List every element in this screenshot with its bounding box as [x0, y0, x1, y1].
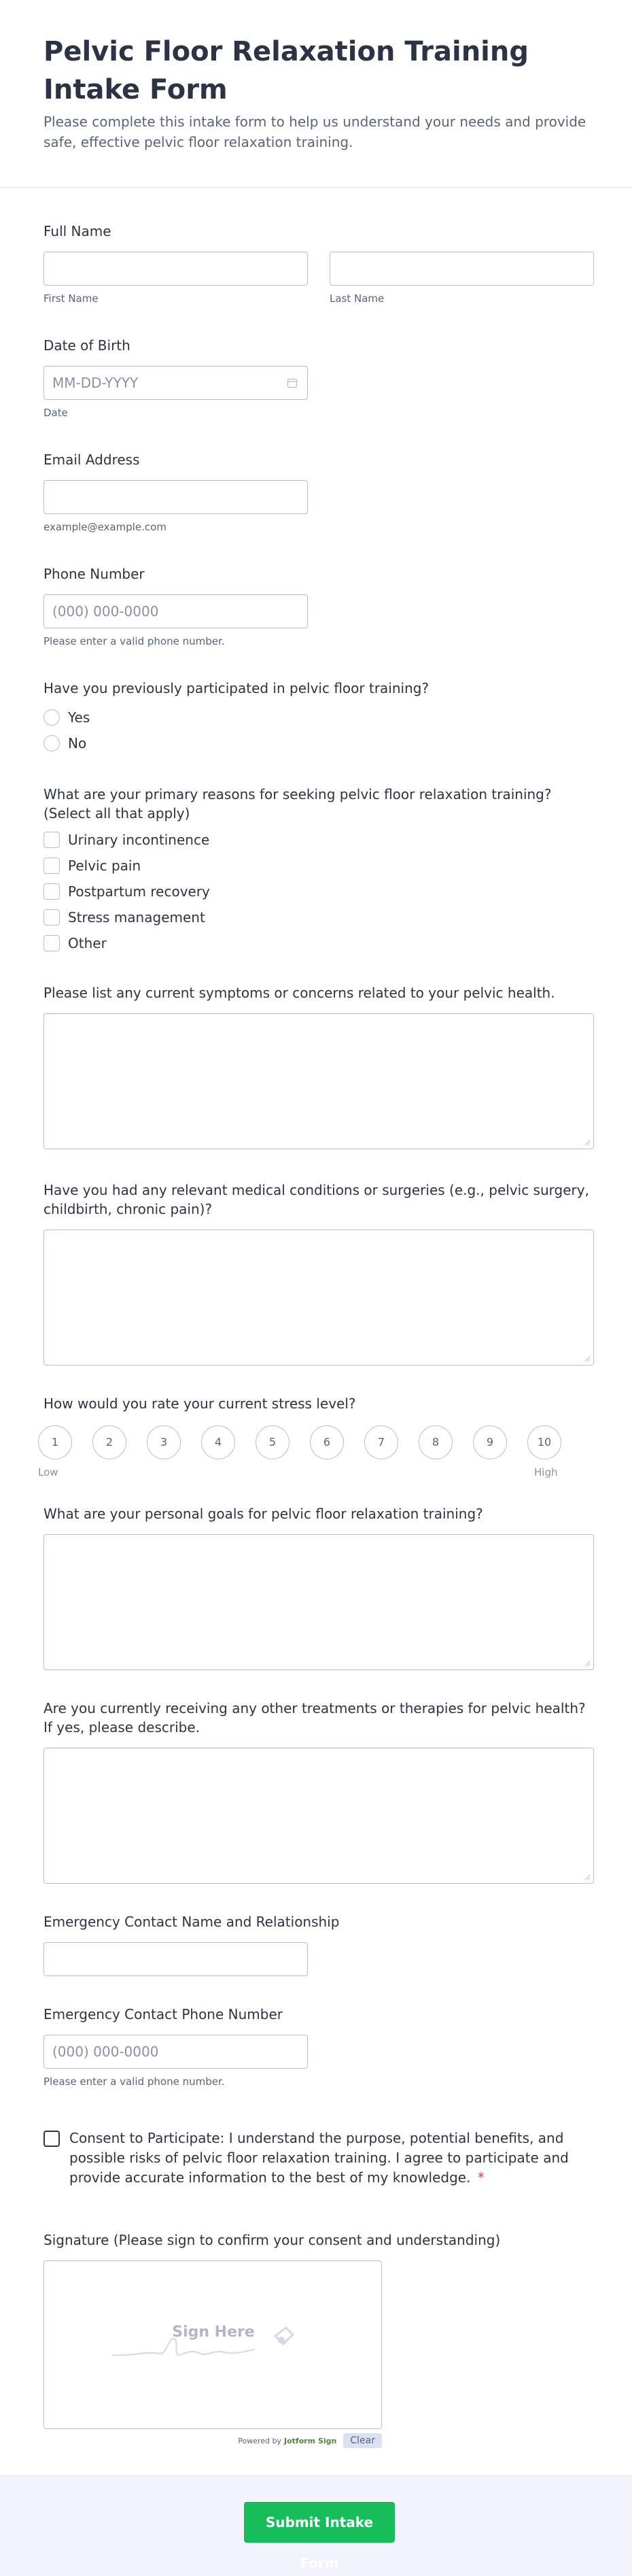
last-name-input[interactable] [330, 252, 594, 286]
emergency-phone-placeholder: (000) 000-0000 [52, 2044, 159, 2060]
form-header [0, 0, 632, 188]
scale-option[interactable]: 10 [527, 1425, 561, 1459]
consent-field [43, 2129, 594, 2188]
page-subtitle: Please complete this intake form to help us understand your needs and provide safe, effective pelvic floor relaxation training. [43, 114, 586, 150]
required-asterisk: * [477, 2169, 485, 2186]
jotform-sign-brand: Jotform Sign [284, 2436, 337, 2445]
phone-label: Phone Number [43, 566, 145, 582]
email-label: Email Address [43, 452, 140, 468]
resize-grip-icon[interactable] [584, 1660, 591, 1667]
checkbox-label: Stress management [68, 909, 205, 926]
scale-option[interactable]: 4 [201, 1425, 235, 1459]
checkbox-urinary-incontinence[interactable] [43, 827, 594, 853]
resize-grip-icon[interactable] [584, 1874, 591, 1880]
last-name-sublabel: Last Name [330, 292, 385, 305]
previous-training-field [43, 679, 594, 756]
scale-low-label: Low [38, 1466, 58, 1478]
radio-circle[interactable] [43, 735, 60, 751]
consent-checkbox[interactable] [43, 2131, 60, 2147]
conditions-textarea[interactable] [43, 1230, 594, 1366]
checkbox-box[interactable] [43, 883, 60, 900]
conditions-field [43, 1181, 594, 1366]
phone-sublabel: Please enter a valid phone number. [43, 635, 225, 647]
conditions-label: Have you had any relevant medical conditions or surgeries (e.g., pelvic surgery, childbirth, chronic pain)? [43, 1182, 589, 1217]
symptoms-textarea[interactable] [43, 1013, 594, 1149]
symptoms-label: Please list any current symptoms or concerns related to your pelvic health. [43, 985, 555, 1001]
scale-option[interactable]: 9 [473, 1425, 507, 1459]
radio-label: Yes [68, 709, 90, 726]
treatments-field [43, 1699, 594, 1884]
stress-field [43, 1394, 594, 1413]
consent-checkbox-row[interactable] [43, 2129, 594, 2188]
treatments-label: Are you currently receiving any other treatments or therapies for pelvic health? If yes, please describe. [43, 1700, 586, 1735]
signature-placeholder: Sign Here [172, 2324, 255, 2341]
dob-sublabel: Date [43, 407, 68, 419]
submit-button[interactable]: Submit Intake Form [244, 2502, 395, 2543]
radio-label: No [68, 735, 87, 751]
page-title: Pelvic Floor Relaxation Training Intake Form [43, 36, 529, 105]
stress-label: How would you rate your current stress level? [43, 1395, 356, 1412]
checkbox-other[interactable] [43, 930, 594, 956]
powered-by-text: Powered by [238, 2436, 281, 2445]
signature-field [43, 2231, 594, 2448]
scale-option[interactable]: 1 [38, 1425, 72, 1459]
email-sublabel: example@example.com [43, 521, 166, 533]
reasons-field [43, 785, 594, 956]
checkbox-postpartum-recovery[interactable] [43, 879, 594, 904]
clear-signature-button[interactable]: Clear [343, 2433, 382, 2448]
checkbox-box[interactable] [43, 832, 60, 848]
radio-option-no[interactable] [43, 730, 594, 756]
checkbox-pelvic-pain[interactable] [43, 853, 594, 879]
emergency-name-field [43, 1912, 594, 1976]
radio-option-yes[interactable] [43, 705, 594, 730]
checkbox-stress-management[interactable] [43, 904, 594, 930]
emergency-phone-sublabel: Please enter a valid phone number. [43, 2075, 225, 2088]
consent-text: Consent to Participate: I understand the purpose, potential benefits, and possible risks of pelvic floor relaxation training. I agree to participate and provide accurate information to the best of my knowledge. [69, 2130, 569, 2186]
email-field [43, 450, 594, 533]
checkbox-label: Other [68, 935, 107, 951]
first-name-input[interactable] [43, 252, 308, 286]
dob-input[interactable] [43, 366, 308, 400]
goals-field [43, 1504, 594, 1670]
checkbox-box[interactable] [43, 909, 60, 926]
checkbox-box[interactable] [43, 935, 60, 951]
goals-label: What are your personal goals for pelvic floor relaxation training? [43, 1506, 483, 1522]
scale-option[interactable]: 6 [310, 1425, 344, 1459]
calendar-icon[interactable] [287, 377, 298, 388]
scale-option[interactable]: 3 [147, 1425, 181, 1459]
reasons-label: What are your primary reasons for seeking pelvic floor relaxation training? (Select all that apply) [43, 786, 552, 821]
goals-textarea[interactable] [43, 1534, 594, 1670]
emergency-name-input[interactable] [43, 1942, 308, 1976]
email-input[interactable] [43, 480, 308, 514]
full-name-field [43, 222, 594, 305]
scale-high-label: High [534, 1466, 558, 1478]
dob-placeholder: MM-DD-YYYY [52, 375, 139, 391]
phone-field [43, 564, 594, 647]
form-footer [0, 2475, 632, 2576]
first-name-sublabel: First Name [43, 292, 99, 305]
checkbox-label: Pelvic pain [68, 858, 141, 874]
checkbox-box[interactable] [43, 858, 60, 874]
emergency-name-label: Emergency Contact Name and Relationship [43, 1914, 340, 1930]
dob-label: Date of Birth [43, 337, 130, 354]
resize-grip-icon[interactable] [584, 1355, 591, 1362]
phone-input[interactable] [43, 594, 308, 628]
emergency-phone-field [43, 2005, 594, 2088]
scale-option[interactable]: 5 [256, 1425, 289, 1459]
phone-placeholder: (000) 000-0000 [52, 603, 159, 620]
symptoms-field [43, 983, 594, 1149]
signature-pad[interactable] [43, 2260, 382, 2429]
emergency-phone-label: Emergency Contact Phone Number [43, 2006, 283, 2022]
checkbox-label: Postpartum recovery [68, 883, 210, 900]
treatments-textarea[interactable] [43, 1748, 594, 1884]
signature-label: Signature (Please sign to confirm your consent and understanding) [43, 2232, 501, 2248]
checkbox-label: Urinary incontinence [68, 832, 210, 848]
scale-option[interactable]: 2 [92, 1425, 126, 1459]
previous-training-label: Have you previously participated in pelvic floor training? [43, 680, 429, 696]
radio-circle[interactable] [43, 709, 60, 726]
resize-grip-icon[interactable] [584, 1139, 591, 1146]
dob-field [43, 336, 594, 419]
scale-option[interactable]: 8 [419, 1425, 453, 1459]
scale-option[interactable]: 7 [364, 1425, 398, 1459]
emergency-phone-input[interactable] [43, 2035, 308, 2069]
full-name-label: Full Name [43, 223, 111, 239]
